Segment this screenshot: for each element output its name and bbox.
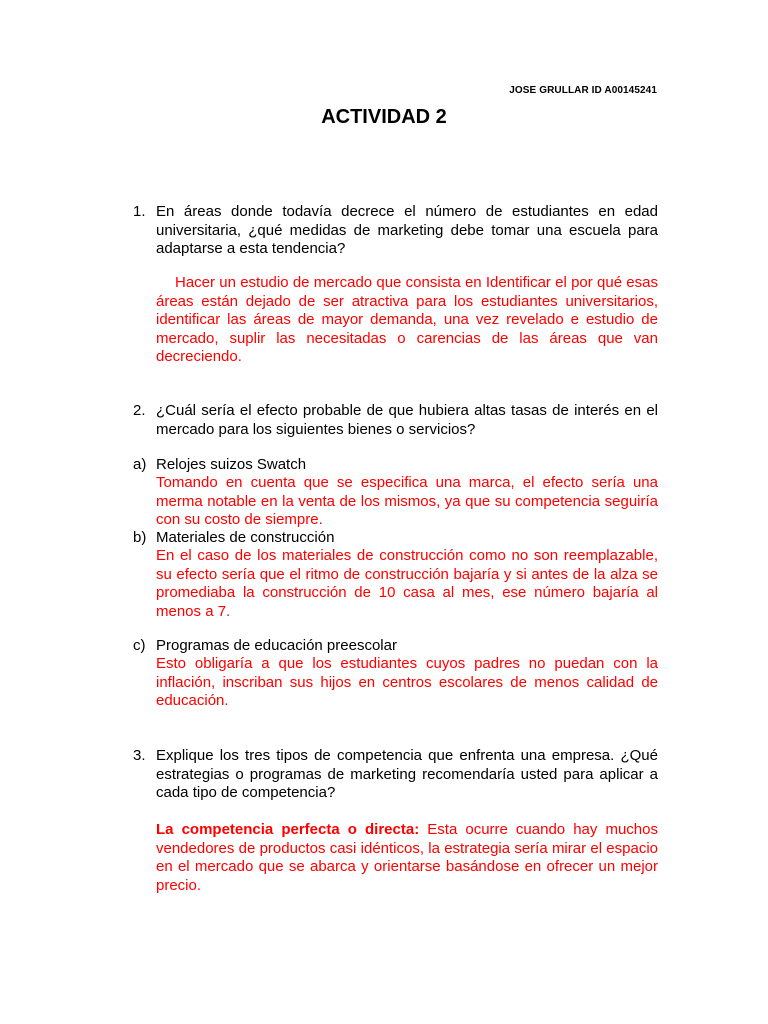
author-header: JOSE GRULLAR ID A00145241	[509, 85, 657, 96]
q1-question: En áreas donde todavía decrece el número de estudiantes en edad universitaria, ¿qué medidas de marketing debe tomar una escuela para adaptarse a esta tendencia?	[156, 203, 658, 257]
q2-number: 2.	[133, 402, 146, 419]
q2-question: ¿Cuál sería el efecto probable de que hubiera altas tasas de interés en el mercado para los siguientes bienes o servicios?	[156, 402, 658, 438]
q2-item-c-label: c)	[133, 637, 146, 654]
q3-answer-heading: La competencia perfecta o directa:	[156, 821, 420, 838]
q2-item-b-label: b)	[133, 529, 147, 546]
q2-item-a-answer: Tomando en cuenta que se especifica una marca, el efecto sería una merma notable en la venta de los mismos, ya que su competencia seguiría con su costo de siempre.	[156, 474, 658, 528]
q1-number: 1.	[133, 203, 146, 220]
q3-number: 3.	[133, 747, 146, 764]
q3-answer-text: Esta ocurre cuando hay muchos vendedores de productos casi idénticos, la estrategia sería mirar el espacio en el mercado que se abarca y orientarse basándose en ofrecer un mejor precio.	[156, 821, 658, 894]
q2-item-a-title: Relojes suizos Swatch	[156, 456, 307, 473]
q3-answer	[156, 821, 658, 895]
q2-item-b-answer: En el caso de los materiales de construcción como no son reemplazable, su efecto sería que el ritmo de construcción bajaría y si antes de la alza se promediaba la construcción de 10 casa al mes, ese número bajaría al menos a 7.	[156, 547, 658, 620]
page-title: ACTIVIDAD 2	[321, 106, 447, 128]
q2-item-c-title: Programas de educación preescolar	[156, 637, 397, 654]
q2-item-c-answer: Esto obligaría a que los estudiantes cuyos padres no puedan con la inflación, inscriban sus hijos en centros escolares de menos calidad de educación.	[156, 655, 658, 709]
q2-item-a-label: a)	[133, 456, 147, 473]
q1-answer: Hacer un estudio de mercado que consista en Identificar el por qué esas áreas están dejado de ser atractiva para los estudiantes universitarios, identificar las áreas de mayor demanda, una vez revelado e estudio de mercado, suplir las necesitadas o carencias de las áreas que van decreciendo.	[156, 274, 658, 365]
q2-item-b-title: Materiales de construcción	[156, 529, 335, 546]
q3-question: Explique los tres tipos de competencia que enfrenta una empresa. ¿Qué estrategias o programas de marketing recomendaría usted para aplicar a cada tipo de competencia?	[156, 747, 658, 801]
